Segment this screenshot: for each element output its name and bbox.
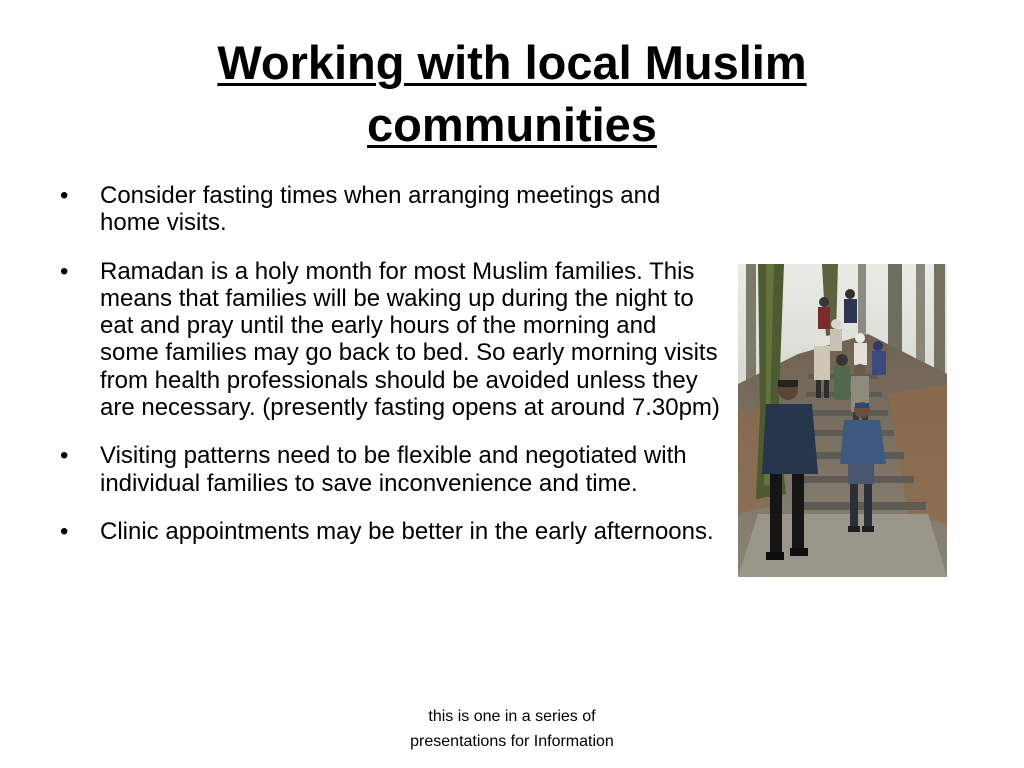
footer-line-2: presentations for Information	[410, 733, 614, 750]
bullet-item-ramadan	[56, 258, 720, 422]
bullet-text: Visiting patterns need to be flexible and negotiated with individual families to save inconvenience and time.	[100, 442, 687, 497]
bullet-dot-icon: •	[60, 257, 69, 285]
bullet-dot-icon: •	[60, 517, 69, 545]
bullet-item-fasting-times	[56, 182, 720, 237]
bullet-item-visiting-patterns	[56, 442, 720, 497]
bullet-text: Ramadan is a holy month for most Muslim families. This means that families will be waking up during the night to eat and pray until the early hours of the morning and some families may go back to bed. So early morning visits from health professionals should be avoided unless they are necessary. (presently fasting opens at around 7.30pm)	[100, 257, 720, 422]
bullet-text: Clinic appointments may be better in the early afternoons.	[100, 517, 714, 545]
bullet-text: Consider fasting times when arranging meetings and home visits.	[100, 182, 661, 237]
slide-title: Working with local Muslim communities	[217, 36, 807, 151]
footer-note	[352, 704, 672, 754]
photo-people-walking-woodland-steps	[738, 264, 947, 577]
bullet-dot-icon: •	[60, 442, 69, 470]
footer-line-1: this is one in a series of	[428, 708, 596, 725]
bullet-dot-icon: •	[60, 182, 69, 209]
bullet-list	[56, 182, 720, 566]
bullet-item-clinic-appointments	[56, 518, 720, 545]
